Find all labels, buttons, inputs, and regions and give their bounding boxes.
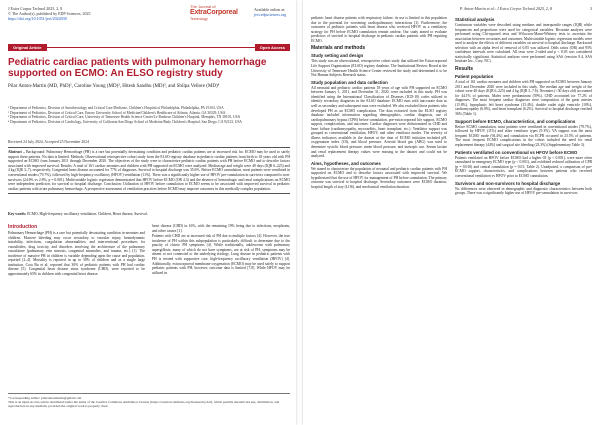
paragraph: Before ECMO cannulation, most patients were ventilated in conventional modes (79.7%), followed by HFOV (11%) and other ventilator types (9.3%). VA support was the most frequent ECMO mode (94.4%) and cannulation via ECPR occurred in 23.5% of patients. The most frequent ECMO complications in the cohort included the need for renal replacement therapy (44%) and surgical site bleeding (23.3%) (Supplementary Table 3). — [455, 124, 592, 147]
received-dates: Received 24 July 2024, Accepted 25 November 2024 — [8, 140, 89, 144]
journal-logo — [190, 5, 248, 24]
affiliations — [8, 106, 288, 124]
journal-site-link[interactable]: ject.edpsciences.org — [254, 12, 287, 17]
journal-citation: J Extra Corpor Technol 2025, 2, 8 — [8, 6, 63, 11]
subsection-heading-study-population: Study population and data collection — [311, 79, 388, 85]
subsection-heading-support: Support before ECMO, characteristics, and complications — [455, 118, 576, 124]
paragraph: Pulmonary Hemorrhage (PH) is a rare but potentially devastating condition in neonates and children. Massive bleeding may occur secondary to vascular injury, hemodynamic instability, infections, coagulation abnormalities, and interventional procedures for vasculitides, drug toxicity, and disorders involving the architecture of the pulmonary vasculature (pulmonary vein stenosis, congenital anomalies, and trauma, etc.) [1]. The incidence of massive PH in children is variable depending upon the cause and population, reported [2–4]. Mortality is reported in up to 50% of children and as a single large institution, Cota Bu et al. reported that 30% of pediatric patients with PH had cardiac disease [5]. Congenital heart disease sinus syndrome (CHD), were reported to be approximately 65% in children with congenital heart disease. — [8, 231, 145, 276]
affiliation-item: ² Department of Pediatrics, Division of Critical Care, Emory University School of Medicine/Children's Healthcare of Atlanta, Atlanta, GA 30329, USA — [8, 110, 226, 115]
section-heading-materials: Materials and methods — [311, 45, 366, 52]
paragraph: All neonatal and pediatric cardiac patients 18 years of age with PH supported on ECMO between January 1, 2011, and December 31, 2020, were included in this study. PH was identified using the International Classification of Diseases (ICD-10) codes utilized to identify secondary diagnoses in the ELSO database. ECMO runs with inaccurate data as well as secondary and subsequent runs were excluded. We also excluded those patients who developed PH as an ECMO complication. The data extracted from the ELSO registry database included information regarding demographics, cardiac diagnosis, use of cardiopulmonary bypass (CPB) before cannulation, pre-extracorporeal life support, ECMO support, complications, and outcomes. Cardiac diagnoses were dichotomized as CHD and heart failure (cardiomyopathy, myocarditis, heart transplant, etc.). Ventilator support was grouped as conventional ventilation, HFOV, and other ventilator modes. The severity of illness indicators available in the dataset at the time of ECMO initiation included pH, oxygenation index (OI), and blood pressure. Arterial blood gas (ABG) was used to determine systolic blood pressure, mean blood pressure, and inotropic use. Serum lactate and renal replacement therapy values were missing in the dataset and could not be analyzed. — [311, 85, 447, 159]
paragraph: Patients ventilated on HFOV before ECMO had a higher OI (p < 0.001), were more often cannulated in emergency ECMO type (p < 0.001), and exhibited reduced utilization of CPB (p = 0.016) and central cannulation (p = 0.01; Table 2). Unadjusted, a comparison of pre-ECMO support, characteristics, and complications between patients who received conventional ventilation vs HFOV prior to ECMO cannulation. — [455, 155, 592, 178]
keywords-text: ECMO, High-frequency oscillatory ventilation, Children, Heart disease, Survival. — [27, 212, 148, 216]
affiliation-item: ³ Department of Pediatrics, Division of Critical Care, University of Tennessee Health Science Center/Le Bonheur Children's Hospital, Memphis, TN 38103, USA — [8, 115, 241, 120]
subsection-heading-patient-population: Patient population — [455, 74, 494, 80]
page1-column-right — [152, 224, 290, 390]
paragraph: A total of 161 cardiac neonates and children with PH supported on ECMO between January 2011 and December 2020 were included in this study. The median age and weight of the cohort were 40 days (IQR 6–225) and 4 kg (IQR 3–7.6). Neonates (<30 days old) accounted for 44.1% of patients. Males were predominant (59%). CHD accounted for 77.2% of diagnoses. The most frequent cardiac diagnoses were composition of the great arteries (15.8%), hypoplastic left heart syndrome (15.4%), double outlet right ventricle (10%), cardiomyopathy (6.8%), and heart transplant (6.2%). Survival to hospital discharge reached 36% (Table 1). — [455, 80, 592, 116]
subsection-heading-survivors: Survivors and non-survivors to hospital discharge — [455, 180, 561, 186]
subsection-heading-study-setting: Study setting and design — [311, 53, 364, 59]
subsection-heading-statistics: Statistical analysis — [455, 17, 495, 22]
subsection-heading-aims: Aims, hypotheses, and outcomes — [311, 160, 381, 166]
corresponding-author: *Corresponding author: pilarantonmartin@gmail.com — [8, 396, 82, 400]
paragraph: heart disease (CHD) in 16%, with the remaining 19% being due to infections, neoplasms, and other causes [1]. — [152, 224, 290, 233]
license-note: This is an Open Access article distributed under the terms of the Creative Commons Attribution License (https://creativecommons.org/licenses/by/4.0), which permits unrestricted use, distribution, and reproduction in any medium, provided the original work is properly cited. — [8, 400, 280, 409]
keywords — [8, 212, 290, 217]
author-list: Pilar Anton-Martin (MD, PhD)¹, Caroline Young (MD)², Hitesh Sandhu (MD)³, and Shilpa Vellore (MD)⁴ — [8, 84, 220, 89]
paragraph: pediatric heart disease patients with respiratory failure, its use is limited in this population due to the potential for worsening cardiopulmonary interactions [1]. Furthermore, the outcomes of pediatric patients with heart disease who received HFOV as a ventilatory strategy for PH before ECMO cannulation remain unclear. Our study aimed to evaluate predictors of survival to hospital discharge in pediatric cardiac patients with PH requiring ECMO. — [311, 16, 447, 43]
paragraph: No differences were observed in demographic and diagnostic characteristics between both groups. There was a significantly higher use of HFOV pre-cannulation in survivors — [455, 186, 592, 196]
running-header — [311, 6, 592, 12]
page2-column-right — [455, 16, 592, 420]
paragraph: Patients with CHD are at increased risk of PH due to multiple factors [4]. However, the true incidence of PH within this subpopulation is particularly difficult to determine due to the paucity of classic PH symptoms [4]. While traditionally, adolescents with pulmonary aspergillosis, many of which do not have symptoms, are at risk of PH, symptoms may be absent or not connected to the underlying etiology. Lung disease in pediatric patients with PH is treated with supportive care, high-frequency oscillatory ventilation (HFOV) [4]. Additionally, extracorporeal membrane oxygenation (ECMO) may be used safely to support pediatric patients with PH, however, outcome data is limited [7,8]. While HFOV may be utilized in — [152, 234, 290, 275]
article-page-1 — [0, 0, 296, 425]
article-page-2 — [303, 0, 600, 425]
affiliation-item: ¹ Department of Pediatrics, Division of Anesthesiology and Critical Care Medicine, Children's Hospital of Philadelphia, Philadelphia, PA 19104, USA — [8, 106, 224, 110]
journal-copyright: © The Author(s), published by EDP Sciences, 2025 — [8, 11, 91, 16]
page2-column-left — [311, 16, 447, 420]
abstract-text: Background: Pulmonary Hemorrhage (PH) is a rare but potentially devastating condition and pediatric cardiac patients are at increased risk for. ECMO may be used to safely support these patients. No data is limited. Methods: Observational retrospective cohort study from the ELSO registry database in pediatric cardiac patients from birth to 18 years old with PH supported on ECMO from January 2011 through December 2020. The objectives of the study were to characterize pediatric cardiac patients with PH before ECMO and to describe factors associated with improved survival. Results: A total of 161 cardiac neonates and children with PH supported on ECMO were analyzed. Median age and weight were 40 days (IQR 6–225) and 4 kg (IQR 3–7), respectively. Congenital heart disease accounted for 77% of diagnoses. Survival to hospital discharge was 35.6%. Before ECMO cannulation, most patients were ventilated in conventional modes (79.7%), followed by high-frequency oscillatory (HFOV) ventilation (11%). There was a significantly higher use of HFOV pre-cannulation in survivors compared to non-survivors (24.6% vs 2.8%, p = 0.001). Multivariable logistic regression demonstrated that HFOV before ECMO (OR 4.3) and the absence of hemorrhagic and renal complications on ECMO were independent predictors for survival to hospital discharge. Conclusion: Utilization of HFOV before cannulation to ECMO seems to be associated with improved survival in pediatric cardiac patients with acute pulmonary hemorrhage. A prospective assessment of ventilation practices before ECMO may improve outcomes in this medically complex population. — [8, 150, 290, 191]
logo-sub-text: Technology — [190, 17, 208, 21]
affiliation-item: ⁴ Department of Pediatrics, Division of Cardiology, University of California San Diego School of Medicine/Rady Children's Hospital, San Diego, CA 92123, USA — [8, 119, 243, 124]
available-label: Available online at: — [254, 7, 286, 12]
keywords-label: Key words: — [8, 212, 27, 216]
page1-column-left — [8, 224, 145, 390]
paragraph: We aimed to characterize the population of neonatal and pediatric cardiac patients with PH supported on ECMO and to describe factors associated with improved survival. We hypothesized that the use of HFOV for management of PH before cannulation. The primary outcome was survival to hospital discharge. Secondary outcomes were ECMO duration, hospital length of stay (LOS), and mechanical ventilation duration. — [311, 166, 447, 189]
abstract — [8, 147, 290, 194]
logo-main-text: ExtraCorporeal — [190, 9, 238, 16]
section-heading-results: Results — [455, 66, 474, 73]
journal-meta — [8, 6, 90, 21]
paragraph: This study was an observational, retrospective cohort study that utilized the Extracorporeal Life Support Organization (ELSO) registry database. The Institutional Review Board at the University of Tennessee Health Science Center reviewed the study and determined it to be Not Human Subjects Research status. — [311, 59, 447, 78]
section-heading-introduction: Introduction — [8, 224, 38, 230]
footnotes — [8, 393, 290, 408]
logo-small-text: The Journal of — [190, 4, 216, 9]
subsection-heading-hfov: Patients ventilated on conventional vs HFOV before ECMO — [455, 149, 578, 155]
available-online — [254, 7, 286, 17]
paragraph: Continuous variables were described using medians and interquartile ranges (IQR) while frequencies and proportions were used for categorical variables. Bivariate analyses were performed using Chi-squared tests and Wilcoxon-Mann-Whitney tests to ascertain the association between covariates and outcomes. Multivariable logistic regression models were used to analyze the effects of different variables on survival to hospital discharge. Backward selection with an alpha level of removal of 0.05 was utilized. Odds ratios (OR) and 95% confidence intervals were calculated. All tests were 2-sided and p < 0.05 was considered statistically significant. Statistical analyses were performed using SAS (version 9.4, SAS Institute Inc., Cary, NC). — [455, 23, 592, 64]
article-type-band — [8, 44, 290, 51]
running-head: P. Anton-Martin et al.: J Extra Corpor Technol 2025, 2, 8 — [459, 6, 552, 11]
doi-link[interactable]: https://doi.org/10.1051/ject/2024038 — [8, 16, 67, 21]
page-number: 3 — [590, 6, 592, 11]
abstract-label: Abstract – — [8, 150, 25, 154]
article-type-label: Original Article — [8, 44, 47, 51]
band-divider — [8, 47, 290, 48]
open-access-label: Open Access — [255, 44, 290, 51]
article-title: Pediatric cardiac patients with pulmonary hemorrhage supported on ECMO: An ELSO registry study — [8, 57, 267, 79]
